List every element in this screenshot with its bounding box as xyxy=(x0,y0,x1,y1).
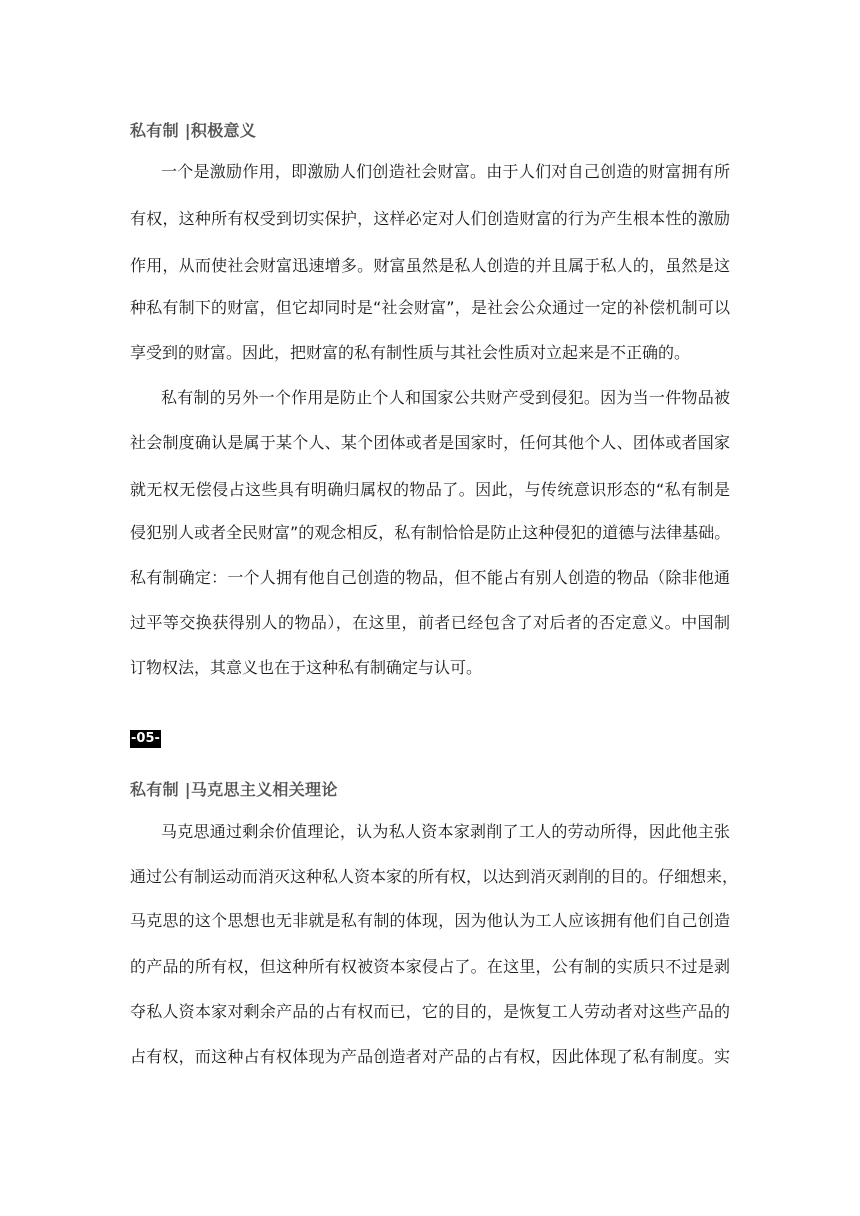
text-line: 通过公有制运动而消灭这种私人资本家的所有权，以达到消灭剥削的目的。仔细想来， xyxy=(130,867,739,886)
text-line: 侵犯别人或者全民财富”的观念相反，私有制恰恰是防止这种侵犯的道德与法律基础。 xyxy=(130,523,731,542)
text-line: 就无权无偿侵占这些具有明确归属权的物品了。因此，与传统意识形态的“私有制是 xyxy=(130,480,730,499)
text-line: 马克思的这个思想也无非就是私有制的体现，因为他认为工人应该拥有他们自己创造 xyxy=(130,911,730,930)
text-line: 社会制度确认是属于某个人、某个团体或者是国家时，任何其他个人、团体或者国家 xyxy=(130,433,730,452)
text-line: 私有制的另外一个作用是防止个人和国家公共财产受到侵犯。因为当一件物品被 xyxy=(161,388,730,407)
text-line: 私有制确定：一个人拥有他自己创造的物品，但不能占有别人创造的物品（除非他通 xyxy=(130,568,730,587)
section-heading-marxism-theory: 私有制 |马克思主义相关理论 xyxy=(130,780,338,799)
section-heading-positive-meaning: 私有制 |积极意义 xyxy=(130,121,257,140)
text-line: 有权，这种所有权受到切实保护，这样必定对人们创造财富的行为产生根本性的激励 xyxy=(130,209,730,228)
text-line: 作用，从而使社会财富迅速增多。财富虽然是私人创造的并且属于私人的，虽然是这 xyxy=(130,256,730,275)
text-line: 享受到的财富。因此，把财富的私有制性质与其社会性质对立起来是不正确的。 xyxy=(130,343,691,362)
text-line: 一个是激励作用，即激励人们创造社会财富。由于人们对自己创造的财富拥有所 xyxy=(161,162,730,181)
text-line: 种私有制下的财富，但它却同时是“社会财富”，是社会公众通过一定的补偿机制可以 xyxy=(130,298,730,317)
text-line: 过平等交换获得别人的物品），在这里，前者已经包含了对后者的否定意义。中国制 xyxy=(130,613,730,632)
text-line: 的产品的所有权，但这种所有权被资本家侵占了。在这里，公有制的实质只不过是剥 xyxy=(130,957,730,976)
text-line: 马克思通过剩余价值理论，认为私人资本家剥削了工人的劳动所得，因此他主张 xyxy=(161,822,730,841)
text-line: 订物权法，其意义也在于这种私有制确定与认可。 xyxy=(130,658,483,677)
section-number-badge: -05- xyxy=(131,731,160,746)
text-line: 占有权，而这种占有权体现为产品创造者对产品的占有权，因此体现了私有制度。实 xyxy=(130,1047,730,1066)
text-line: 夺私人资本家对剩余产品的占有权而已，它的目的，是恢复工人劳动者对这些产品的 xyxy=(130,1002,730,1021)
